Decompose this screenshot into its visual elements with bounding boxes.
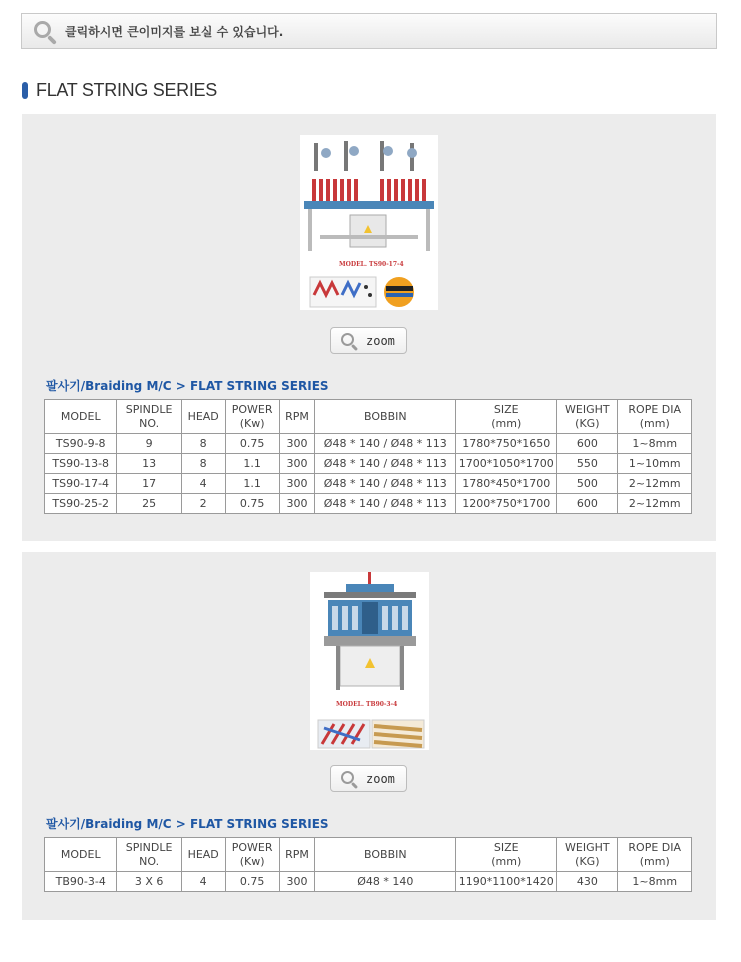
column-header-bobbin: BOBBIN <box>315 400 456 434</box>
column-header-head: HEAD <box>181 400 225 434</box>
cell-power: 0.75 <box>225 872 279 892</box>
spec-table <box>44 399 692 514</box>
cell-rpm: 300 <box>279 454 315 474</box>
section-title: FLAT STRING SERIES <box>36 79 217 100</box>
braiding-machine-illustration <box>300 135 438 310</box>
cell-size: 1700*1050*1700 <box>456 454 557 474</box>
column-header-power: POWER (Kw) <box>225 838 279 872</box>
braiding-machine-illustration <box>310 572 429 750</box>
column-header-size: SIZE (mm) <box>456 400 557 434</box>
cell-rope-dia: 2~12mm <box>618 474 692 494</box>
cell-model: TS90-13-8 <box>45 454 117 474</box>
cell-weight: 600 <box>557 494 618 514</box>
column-header-model: MODEL <box>45 400 117 434</box>
cell-spindle-no: 3 X 6 <box>117 872 181 892</box>
column-header-rpm: RPM <box>279 838 315 872</box>
cell-power: 0.75 <box>225 434 279 454</box>
cell-model: TB90-3-4 <box>45 872 117 892</box>
search-icon <box>31 18 57 44</box>
cell-head: 4 <box>181 872 225 892</box>
zoom-label: zoom <box>366 771 395 786</box>
magnifier-icon <box>340 770 358 788</box>
cell-rope-dia: 2~12mm <box>618 494 692 514</box>
table-row <box>45 872 692 892</box>
column-header-rope-dia: ROPE DIA (mm) <box>618 400 692 434</box>
cell-weight: 430 <box>557 872 618 892</box>
cell-rope-dia: 1~8mm <box>618 434 692 454</box>
cell-spindle-no: 25 <box>117 494 181 514</box>
cell-bobbin: Ø48 * 140 / Ø48 * 113 <box>315 474 456 494</box>
heading-bar <box>22 82 28 99</box>
table-body <box>45 434 692 514</box>
cell-size: 1190*1100*1420 <box>456 872 557 892</box>
column-header-weight: WEIGHT (KG) <box>557 838 618 872</box>
spec-table <box>44 837 692 892</box>
product-image-ts90[interactable] <box>300 135 438 310</box>
cell-rpm: 300 <box>279 434 315 454</box>
cell-size: 1780*450*1700 <box>456 474 557 494</box>
column-header-model: MODEL <box>45 838 117 872</box>
cell-bobbin: Ø48 * 140 / Ø48 * 113 <box>315 434 456 454</box>
cell-bobbin: Ø48 * 140 / Ø48 * 113 <box>315 454 456 474</box>
image-caption-ts90: MODEL. TS90-17-4 <box>339 261 404 268</box>
table-body <box>45 872 692 892</box>
column-header-weight: WEIGHT (KG) <box>557 400 618 434</box>
cell-bobbin: Ø48 * 140 / Ø48 * 113 <box>315 494 456 514</box>
column-header-size: SIZE (mm) <box>456 838 557 872</box>
cell-spindle-no: 17 <box>117 474 181 494</box>
product-panel-2 <box>22 552 716 920</box>
column-header-spindle-no: SPINDLE NO. <box>117 838 181 872</box>
cell-rpm: 300 <box>279 494 315 514</box>
product-image-tb90[interactable] <box>310 572 429 750</box>
cell-rope-dia: 1~8mm <box>618 872 692 892</box>
table-row <box>45 454 692 474</box>
section-heading <box>22 78 217 102</box>
zoom-button[interactable] <box>330 327 407 354</box>
notice-text: 클릭하시면 큰이미지를 보실 수 있습니다. <box>65 24 284 39</box>
cell-head: 4 <box>181 474 225 494</box>
cell-weight: 500 <box>557 474 618 494</box>
cell-rpm: 300 <box>279 872 315 892</box>
cell-model: TS90-17-4 <box>45 474 117 494</box>
cell-rope-dia: 1~10mm <box>618 454 692 474</box>
column-header-rope-dia: ROPE DIA (mm) <box>618 838 692 872</box>
magnifier-icon <box>340 332 358 350</box>
cell-head: 2 <box>181 494 225 514</box>
cell-weight: 600 <box>557 434 618 454</box>
table-row <box>45 494 692 514</box>
column-header-bobbin: BOBBIN <box>315 838 456 872</box>
column-header-rpm: RPM <box>279 400 315 434</box>
cell-size: 1780*750*1650 <box>456 434 557 454</box>
table-row <box>45 474 692 494</box>
table-header-row <box>45 400 692 434</box>
cell-size: 1200*750*1700 <box>456 494 557 514</box>
column-header-power: POWER (Kw) <box>225 400 279 434</box>
cell-spindle-no: 9 <box>117 434 181 454</box>
cell-power: 1.1 <box>225 454 279 474</box>
notice-bar <box>21 13 717 49</box>
table-row <box>45 434 692 454</box>
cell-model: TS90-9-8 <box>45 434 117 454</box>
cell-power: 1.1 <box>225 474 279 494</box>
column-header-spindle-no: SPINDLE NO. <box>117 400 181 434</box>
image-caption-tb90: MODEL. TB90-3-4 <box>336 701 398 708</box>
cell-weight: 550 <box>557 454 618 474</box>
cell-spindle-no: 13 <box>117 454 181 474</box>
cell-bobbin: Ø48 * 140 <box>315 872 456 892</box>
cell-model: TS90-25-2 <box>45 494 117 514</box>
cell-head: 8 <box>181 434 225 454</box>
zoom-button[interactable] <box>330 765 407 792</box>
column-header-head: HEAD <box>181 838 225 872</box>
cell-head: 8 <box>181 454 225 474</box>
breadcrumb: 팔사기/Braiding M/C > FLAT STRING SERIES <box>46 379 329 393</box>
cell-power: 0.75 <box>225 494 279 514</box>
table-header-row <box>45 838 692 872</box>
breadcrumb: 팔사기/Braiding M/C > FLAT STRING SERIES <box>46 817 329 831</box>
cell-rpm: 300 <box>279 474 315 494</box>
product-panel-1 <box>22 114 716 541</box>
zoom-label: zoom <box>366 333 395 348</box>
